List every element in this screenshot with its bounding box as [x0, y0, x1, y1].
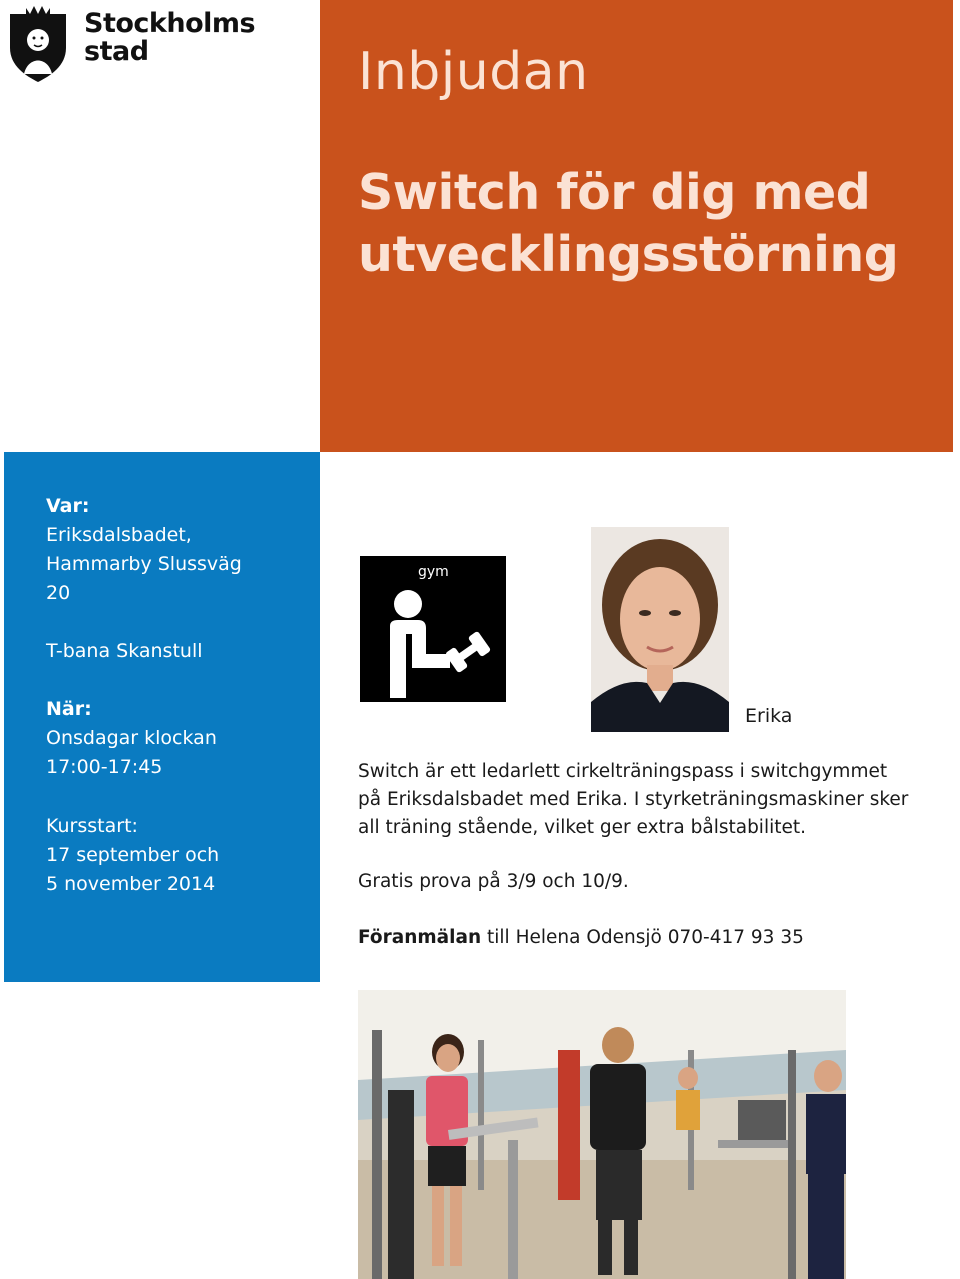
kursstart-line-2: 5 november 2014 [46, 873, 216, 895]
eyebrow-title: Inbjudan [358, 42, 589, 102]
description-line-1: Switch är ett ledarlett cirkelträningspass i switchgymmet [358, 761, 888, 782]
page-title [358, 162, 938, 286]
description-line-2: på Eriksdalsbadet med Erika. I styrketräningsmaskiner sker [358, 789, 909, 810]
kursstart-label: Kursstart: [46, 815, 138, 837]
stockholm-logo [6, 4, 256, 84]
description [358, 758, 960, 842]
var-label: Var: [46, 495, 90, 517]
title-line-1: Switch för dig med [358, 164, 871, 221]
gym-pictogram [360, 556, 506, 702]
registration-contact: till Helena Odensjö 070-417 93 35 [481, 927, 804, 948]
portrait-image [591, 527, 729, 732]
var-line-3: 20 [46, 582, 71, 604]
var-line-1: Eriksdalsbadet, [46, 524, 192, 546]
tbana-block [46, 637, 203, 666]
header-panel [320, 0, 953, 452]
registration-text [358, 927, 804, 948]
nar-line-1: Onsdagar klockan [46, 727, 217, 749]
time-block [46, 695, 217, 782]
kursstart-line-1: 17 september och [46, 844, 220, 866]
pictogram-label: gym [418, 564, 449, 580]
tbana-text: T-bana Skanstull [46, 640, 203, 662]
portrait-photo [591, 527, 729, 732]
nar-line-2: 17:00-17:45 [46, 756, 163, 778]
logo-text-line2: stad [84, 36, 149, 67]
logo-text-line1: Stockholms [84, 8, 256, 39]
kursstart-block [46, 812, 219, 899]
portrait-caption: Erika [745, 705, 793, 727]
gym-photo [358, 990, 846, 1279]
registration-label: Föranmälan [358, 927, 482, 948]
description-line-3: all träning stående, vilket ger extra bålstabilitet. [358, 817, 807, 838]
title-line-2: utvecklingsstörning [358, 226, 899, 283]
city-crest-icon [6, 4, 70, 82]
info-panel [4, 452, 320, 982]
location-block [46, 492, 242, 608]
var-line-2: Hammarby Slussväg [46, 553, 242, 575]
gym-scene-image [358, 990, 846, 1279]
gym-person-icon [360, 556, 506, 702]
nar-label: När: [46, 698, 92, 720]
free-trial-text: Gratis prova på 3/9 och 10/9. [358, 871, 629, 892]
